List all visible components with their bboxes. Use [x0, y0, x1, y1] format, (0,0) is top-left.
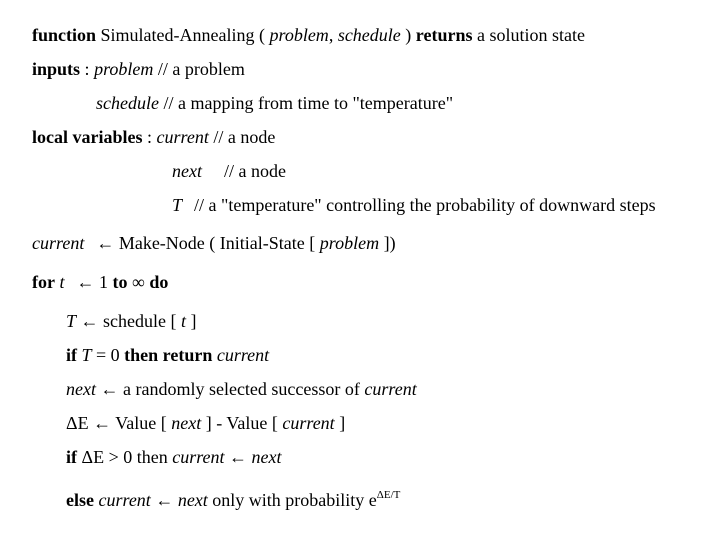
init-expression: Make-Node ( Initial-State [	[114, 233, 320, 253]
keyword-if: if	[66, 345, 77, 365]
param-schedule: schedule	[337, 25, 401, 45]
function-name: Simulated-Annealing (	[96, 25, 270, 45]
schedule-call: schedule [	[98, 311, 181, 331]
init-close: ])	[379, 233, 396, 253]
body-line-1	[66, 310, 197, 332]
value-close: ]	[334, 413, 346, 433]
current-var: current	[172, 447, 225, 467]
body-line-4	[66, 412, 345, 434]
keyword-function: function	[32, 25, 97, 45]
return-current: current	[216, 345, 270, 365]
infinity-symbol: ∞	[127, 272, 150, 292]
next-value: next	[177, 490, 208, 510]
local-current-comment: // a node	[208, 127, 276, 147]
assign-arrow-icon: ←	[229, 447, 248, 467]
locals-line-3	[172, 194, 656, 216]
assign-arrow-icon: ←	[76, 272, 95, 292]
assign-arrow-icon: ←	[80, 311, 99, 331]
condition-zero: = 0	[91, 345, 125, 365]
local-temperature: T	[172, 195, 183, 215]
input-schedule-comment: // a mapping from time to "temperature"	[158, 93, 454, 113]
loop-var-t: t	[59, 272, 65, 292]
assign-arrow-icon: ←	[155, 490, 174, 510]
delta-condition: ΔE > 0 then	[77, 447, 173, 467]
inputs-colon: :	[80, 59, 95, 79]
inputs-line	[32, 58, 245, 80]
init-line	[32, 232, 396, 254]
temperature-var: T	[66, 311, 77, 331]
probability-text: only with probability e	[207, 490, 377, 510]
body-line-2	[66, 344, 269, 366]
local-temperature-comment: // a "temperature" controlling the probability of downward steps	[194, 195, 656, 215]
keyword-do: do	[149, 272, 169, 292]
value-call-2: ] - Value [	[201, 413, 283, 433]
current-var: current	[98, 490, 151, 510]
keyword-else: else	[66, 490, 94, 510]
assign-arrow-icon: ←	[93, 413, 112, 433]
temperature-var: T	[81, 345, 92, 365]
param-separator: ,	[328, 25, 338, 45]
param-problem: problem	[269, 25, 329, 45]
input-problem-comment: // a problem	[153, 59, 245, 79]
value-next: next	[171, 413, 202, 433]
locals-label: local variables	[32, 127, 143, 147]
value-call-1: Value [	[111, 413, 172, 433]
schedule-close: ]	[186, 311, 197, 331]
locals-line	[32, 126, 275, 148]
next-var: next	[66, 379, 96, 399]
next-value: next	[251, 447, 282, 467]
locals-colon: :	[142, 127, 157, 147]
keyword-then-return: then return	[124, 345, 213, 365]
body-line-3	[66, 378, 417, 400]
assign-arrow-icon: ←	[96, 233, 115, 253]
probability-exponent: ΔE/T	[376, 489, 401, 501]
successor-of-current: current	[364, 379, 417, 399]
init-current: current	[32, 233, 85, 253]
keyword-returns: returns	[415, 25, 473, 45]
inputs-line-2	[96, 92, 453, 114]
input-schedule: schedule	[96, 93, 159, 113]
local-next: next	[172, 161, 202, 181]
inputs-label: inputs	[32, 59, 81, 79]
local-current: current	[156, 127, 209, 147]
input-problem: problem	[94, 59, 154, 79]
init-problem: problem	[319, 233, 380, 253]
param-close: )	[400, 25, 416, 45]
assign-arrow-icon: ←	[100, 379, 119, 399]
keyword-if: if	[66, 447, 77, 467]
value-current: current	[282, 413, 335, 433]
keyword-for: for	[32, 272, 55, 292]
schedule-arg-t: t	[180, 311, 186, 331]
local-next-comment: // a node	[223, 161, 286, 181]
for-loop-header	[32, 271, 168, 293]
loop-from: 1	[94, 272, 113, 292]
delta-e: ΔE	[66, 413, 94, 433]
body-line-5	[66, 446, 282, 468]
locals-line-2	[172, 160, 286, 182]
function-signature	[32, 24, 585, 46]
body-line-6	[66, 485, 400, 511]
successor-description: a randomly selected successor of	[118, 379, 365, 399]
keyword-to: to	[112, 272, 128, 292]
return-description: a solution state	[472, 25, 585, 45]
